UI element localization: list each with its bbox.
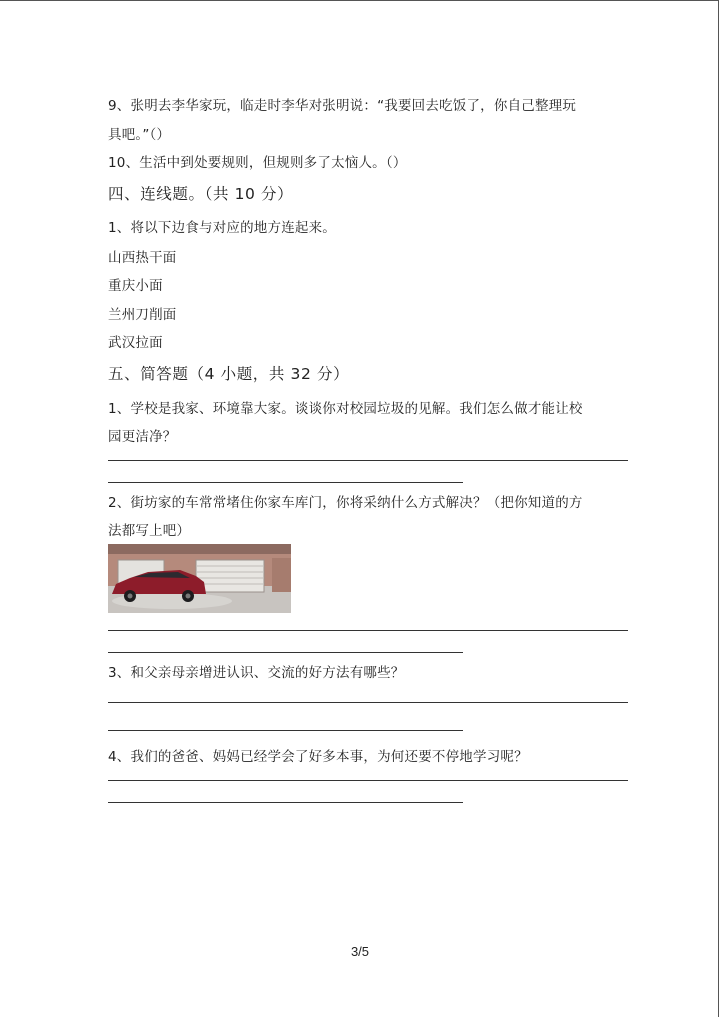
short-question-2-line1: 2、街坊家的车常常堵住你家车库门，你将采纳什么方式解决？（把你知道的方 <box>108 495 583 511</box>
match-item: 兰州刀削面 <box>108 307 177 323</box>
short-question-1-line2: 园更洁净？ <box>108 429 177 445</box>
short-question-1-line1: 1、学校是我家、环境靠大家。谈谈你对校园垃圾的见解。我们怎么做才能让校 <box>108 401 583 417</box>
answer-line <box>108 780 628 781</box>
section-4-question: 1、将以下边食与对应的地方连起来。 <box>108 220 336 236</box>
answer-line <box>108 802 463 803</box>
short-question-4: 4、我们的爸爸、妈妈已经学会了好多本事，为何还要不停地学习呢？ <box>108 749 528 765</box>
short-question-3: 3、和父亲母亲增进认识、交流的好方法有哪些？ <box>108 665 405 681</box>
section-4-heading: 四、连线题。（共 10 分） <box>108 185 294 203</box>
question-10: 10、生活中到处要规则，但规则多了太恼人。（） <box>108 155 407 171</box>
answer-line <box>108 460 628 461</box>
answer-line <box>108 652 463 653</box>
page-number: 3/5 <box>350 944 370 959</box>
answer-line <box>108 702 628 703</box>
garage-car-photo <box>108 544 291 613</box>
section-5-heading: 五、简答题（4 小题，共 32 分） <box>108 365 350 383</box>
question-9-line2: 具吧。”（） <box>108 127 171 143</box>
question-9-line1: 9、张明去李华家玩，临走时李华对张明说：“我要回去吃饭了，你自己整理玩 <box>108 98 577 114</box>
answer-line <box>108 730 463 731</box>
short-question-2-line2: 法都写上吧） <box>108 523 191 539</box>
answer-line <box>108 482 463 483</box>
answer-line <box>108 630 628 631</box>
match-item: 武汉拉面 <box>108 335 163 351</box>
match-item: 山西热干面 <box>108 250 177 266</box>
match-item: 重庆小面 <box>108 278 163 294</box>
